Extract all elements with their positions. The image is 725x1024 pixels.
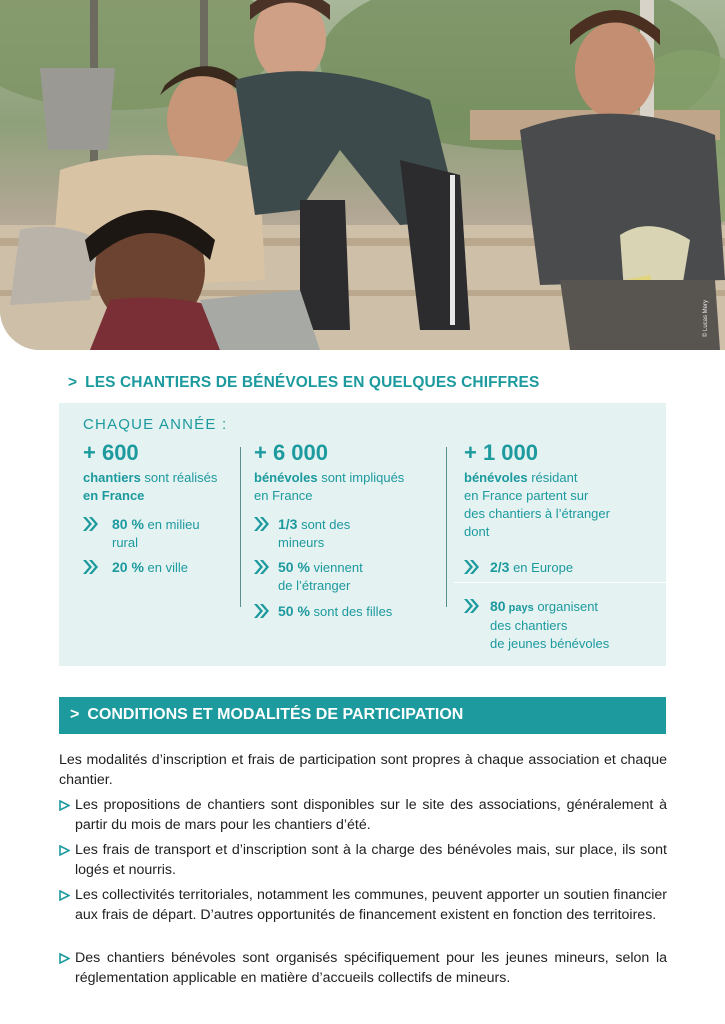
- stat-item-value: 50 %: [278, 603, 310, 619]
- condition-bullet: [59, 841, 667, 880]
- stat-desc-rest: sont réalisés: [140, 470, 218, 485]
- stat-item-unit: pays: [505, 602, 534, 614]
- stat-desc-rest: résidant: [527, 470, 578, 485]
- stat-desc-line2: en France: [254, 488, 313, 503]
- stat-figure-chantiers: + 600: [83, 440, 139, 465]
- stat-item-line2: mineurs: [278, 535, 325, 550]
- stat-desc-benevoles: [254, 469, 439, 505]
- condition-text: Les frais de transport et d’inscription sont à la charge des bénévoles mais, sur place, ils sont logés et nourris.: [75, 842, 667, 878]
- stat-item-value: 80 %: [112, 516, 144, 532]
- chevron-right-icon: >: [70, 706, 80, 723]
- volunteers-group-illustration: [0, 0, 725, 350]
- conditions-section-title: [70, 706, 463, 724]
- triangle-outline-icon: [59, 800, 70, 811]
- stat-item-pays: [490, 597, 660, 653]
- stat-item-text: en milieu: [143, 517, 200, 532]
- column-divider-1: [240, 447, 241, 607]
- stat-desc-bold: bénévoles: [254, 470, 318, 485]
- double-chevron-icon: [254, 560, 270, 574]
- stat-item-line2: des chantiers: [490, 618, 568, 633]
- stat-item-ville: [112, 558, 237, 577]
- double-chevron-icon: [464, 560, 480, 574]
- stat-item-line3: de jeunes bénévoles: [490, 636, 610, 651]
- row-divider: [454, 582, 666, 583]
- stat-item-text: viennent: [309, 560, 363, 575]
- stat-desc-line2: en France partent sur: [464, 488, 589, 503]
- stat-figure-etranger: + 1 000: [464, 440, 539, 465]
- condition-bullet: [59, 949, 667, 988]
- condition-text: Les collectivités territoriales, notamment les communes, peuvent apporter un soutien financier aux frais de départ. D’autres opportunités de financement existent en fonction des territoires.: [75, 887, 667, 923]
- stat-item-text: sont des: [297, 517, 351, 532]
- stat-item-text: en Europe: [509, 560, 574, 575]
- conditions-title-text: CONDITIONS ET MODALITÉS DE PARTICIPATION: [87, 706, 464, 723]
- stat-desc-bold: chantiers: [83, 470, 141, 485]
- stat-item-filles: [278, 602, 438, 621]
- stat-item-line2: rural: [112, 535, 139, 550]
- condition-text: Des chantiers bénévoles sont organisés spécifiquement pour les jeunes mineurs, selon la réglementation applicable en matière d’accueils collectifs de mineurs.: [75, 950, 667, 986]
- stats-section-title: [68, 374, 539, 392]
- stat-figure-benevoles: + 6 000: [254, 440, 329, 465]
- condition-bullet: [59, 796, 667, 835]
- stats-title-text: LES CHANTIERS DE BÉNÉVOLES EN QUELQUES CHIFFRES: [85, 374, 540, 391]
- stat-desc-etranger: [464, 469, 659, 541]
- double-chevron-icon: [254, 517, 270, 531]
- stat-desc-line3: des chantiers à l’étranger: [464, 506, 610, 521]
- column-divider-2: [446, 447, 447, 607]
- stat-item-etranger: [278, 558, 438, 595]
- stat-item-text: en ville: [143, 560, 188, 575]
- triangle-outline-icon: [59, 890, 70, 901]
- stats-intro: CHAQUE ANNÉE :: [83, 416, 228, 433]
- stat-item-value: 20 %: [112, 559, 144, 575]
- triangle-outline-icon: [59, 845, 70, 856]
- hero-photo: [0, 0, 725, 350]
- photo-credit: © Lucas Mery: [703, 300, 709, 338]
- stat-item-europe: [490, 558, 660, 577]
- condition-text: Les propositions de chantiers sont disponibles sur le site des associations, généralement à partir du mois de mars pour les chantiers d’été.: [75, 797, 667, 833]
- conditions-intro: Les modalités d’inscription et frais de participation sont propres à chaque association et chaque chantier.: [59, 752, 667, 788]
- stat-item-line2: de l’étranger: [278, 578, 351, 593]
- stat-desc-chantiers: [83, 469, 238, 505]
- condition-bullet: [59, 886, 667, 925]
- stat-item-mineurs: [278, 515, 438, 552]
- double-chevron-icon: [83, 560, 99, 574]
- stat-desc-rest: sont impliqués: [317, 470, 405, 485]
- stat-desc-bold: bénévoles: [464, 470, 528, 485]
- double-chevron-icon: [83, 517, 99, 531]
- stat-item-text: organisent: [533, 599, 599, 614]
- stat-desc-line4: dont: [464, 524, 490, 539]
- double-chevron-icon: [254, 604, 270, 618]
- chevron-right-icon: >: [68, 374, 78, 391]
- stat-item-text: sont des filles: [309, 604, 393, 619]
- stat-item-value: 50 %: [278, 559, 310, 575]
- stat-desc-line2: en France: [83, 488, 145, 503]
- double-chevron-icon: [464, 599, 480, 613]
- stat-item-rural: [112, 515, 237, 552]
- stat-item-value: 80: [490, 598, 506, 614]
- stat-item-value: 2/3: [490, 559, 510, 575]
- triangle-outline-icon: [59, 953, 70, 964]
- stat-item-value: 1/3: [278, 516, 298, 532]
